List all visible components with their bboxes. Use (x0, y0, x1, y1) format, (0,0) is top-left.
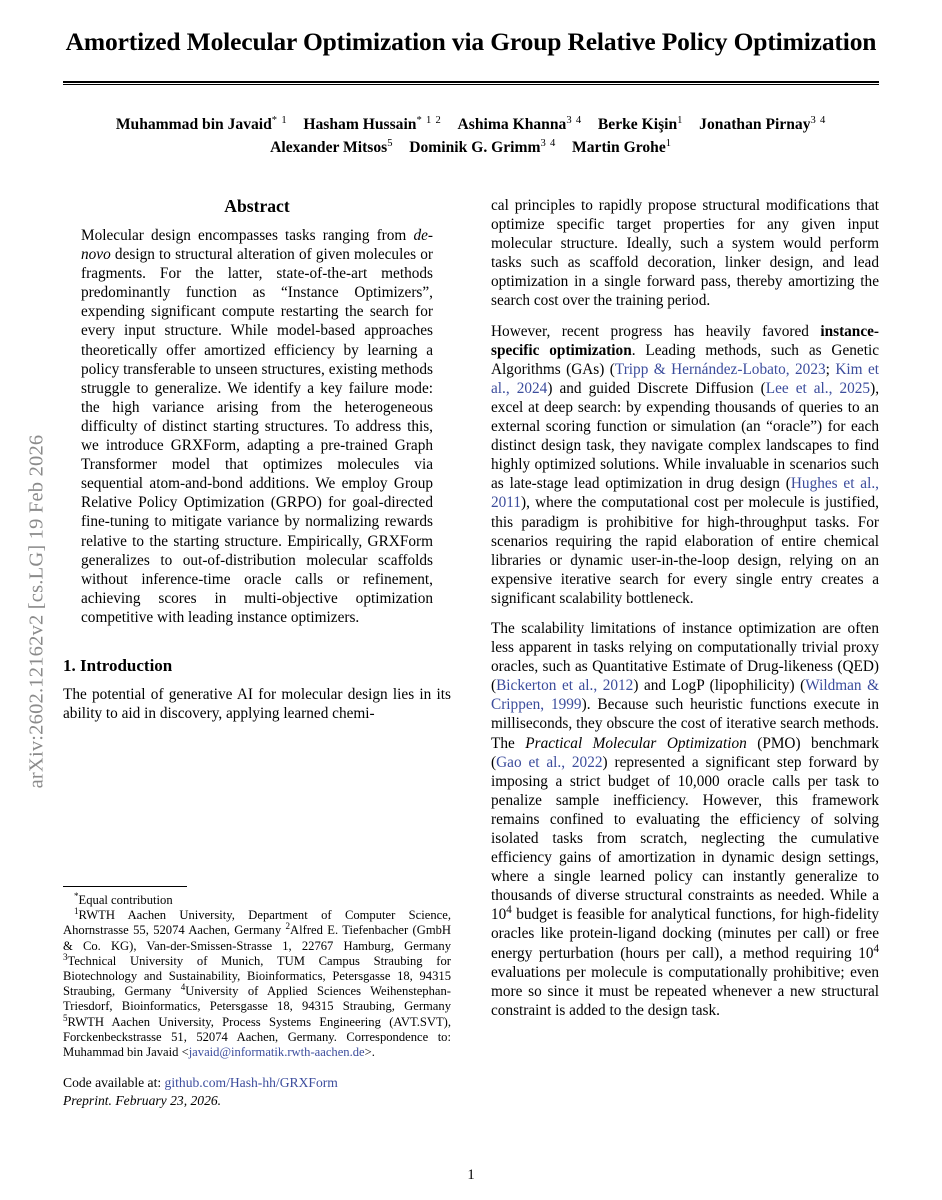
author-block (63, 114, 879, 159)
body-text-part: The scalability limitations of instance optimization are often less apparent in tasks relying on computationally trivial proxy oracles, such as Quantitative Estimate of Drug-likeness (QED) ( (491, 619, 879, 695)
citation-link[interactable]: Lee et al., 2025 (765, 379, 871, 397)
body-text-part: ; (825, 360, 836, 378)
math-exponent: 4 (873, 942, 879, 955)
author-entry (572, 139, 672, 156)
left-column (63, 196, 452, 1109)
math-exponent: 4 (506, 904, 512, 917)
body-text-part: However, recent progress has heavily favored (491, 322, 821, 340)
math-base: 10 (491, 906, 507, 924)
footnote-text: University of Applied Sciences Weihenstephan-Triesdorf, Bioinformatics, Petersgasse 18, 94315 Straubing, Germany (63, 984, 451, 1014)
emphasis-term: Practical Molecular Optimization (525, 734, 747, 752)
body-paragraph-1: cal principles to rapidly propose structural modifications that optimize specific target properties for any given input molecular structure. Ideally, such a system would perform tasks such as scaffold decoration, linker design, and lead optimization in a single forward pass, thereby amortizing the search cost over the training period. (491, 197, 879, 310)
citation-link[interactable]: Wildman & Crippen, 1999 (491, 677, 879, 714)
math-power (491, 906, 512, 923)
body-text-part: (PMO) benchmark ( (491, 734, 879, 771)
math-power (858, 942, 879, 962)
page-number: 1 (467, 1167, 475, 1183)
asterisk-marker: * (74, 890, 79, 901)
abstract-heading: Abstract (224, 196, 290, 216)
author-name: Jonathan Pirnay (699, 116, 811, 134)
author-entry (598, 116, 683, 133)
body-text-part: ) represented a significant step forward by imposing a strict budget of 10,000 oracle calls per task to penalize sample inefficiency. However, this framework remains confined to evaluating the efficiency of solving isolated tasks from scratch, neglecting the cumulative efficiency gains of amortization in dynamic design settings, where a single learned policy can instantly generalize to thousands of diverse structural constraints as needed. While a (491, 753, 880, 905)
correspondence-email-link[interactable]: javaid@informatik.rwth-aachen.de (188, 1045, 365, 1060)
author-name: Dominik G. Grimm (409, 139, 541, 157)
footnote-text: Equal contribution (78, 893, 173, 907)
footnote-text: RWTH Aachen University, Department of Computer Science, Ahornstrasse 55, 52074 Aachen, Germany (63, 908, 451, 938)
author-affiliation-marker: * 1 2 (416, 115, 442, 127)
body-text-part: ) and LogP (lipophilicity) ( (633, 677, 806, 695)
body-text-part: . Leading methods, such as Genetic Algorithms (GAs) ( (491, 341, 879, 378)
body-text-part: evaluations per molecule is computationally prohibitive; even more so since it must be repeated whenever a new structural constraint is added to the design task. (491, 963, 879, 1019)
body-text-part: ), where the computational cost per molecule is justified, this paradigm is prohibitive for high-throughput tasks. For scenarios requiring the rapid elaboration of entire chemical libraries or dynamic user-in-the-loop design, relying on an expensive iterative search for every single entry creates a significant scalability bottleneck. (491, 494, 879, 607)
body-text-part: budget is feasible for analytical functions, for high-fidelity oracles like protein-ligand docking (minutes per call) or free energy perturbation (hours per call), a method requiring (491, 906, 879, 962)
author-entry (409, 139, 556, 156)
author-name: Hasham Hussain (303, 116, 417, 134)
abstract-italic-term: de-novo (81, 227, 433, 264)
author-affiliation-marker: 1 (677, 115, 684, 127)
two-column-body (63, 196, 879, 1186)
author-name: Muhammad bin Javaid (115, 116, 272, 134)
abstract-paragraph (81, 226, 433, 627)
author-affiliation-marker: * 1 (271, 115, 288, 127)
section-heading-introduction: 1. Introduction (63, 655, 173, 675)
author-entry (116, 116, 288, 133)
footnote-block (63, 886, 451, 1109)
page-title: Amortized Molecular Optimization via Group Relative Policy Optimization (65, 27, 877, 56)
footnote-text: Alfred E. Tiefenbacher (GmbH & Co. KG), Van-der-Smissen-Strasse 1, 22767 Hamburg, Germany (63, 923, 452, 953)
title-divider (63, 81, 879, 86)
introduction-paragraph: The potential of generative AI for molecular design lies in its ability to aid in discovery, applying learned chemi- (63, 685, 451, 723)
abstract-section (81, 196, 433, 627)
code-availability (63, 1074, 451, 1091)
paper-header (63, 0, 879, 160)
math-base: 10 (858, 944, 874, 962)
right-column (491, 196, 879, 1031)
author-affiliation-marker: 3 4 (540, 137, 557, 149)
citation-link[interactable]: Kim et al., 2024 (491, 360, 879, 397)
emphasis-term: instance-specific optimization (491, 322, 879, 359)
author-affiliation-marker: 1 (665, 137, 672, 149)
affiliation-marker-4: 4 (180, 982, 186, 993)
affiliation-marker-5: 5 (63, 1012, 68, 1023)
author-name: Berke Kişin (597, 116, 678, 134)
author-line-2 (63, 137, 879, 160)
citation-link[interactable]: Bickerton et al., 2012 (496, 677, 634, 695)
code-label: Code available at: (63, 1075, 165, 1091)
footnote-equal-contribution (63, 890, 451, 908)
affiliation-marker-2: 2 (285, 921, 291, 932)
footnote-text: RWTH Aachen University, Process Systems Engineering (AVT.SVT), Forckenbeckstrasse 51, 52074 Aachen, Germany. (63, 1014, 451, 1044)
arxiv-stamp: arXiv:2602.12162v2 [cs.LG] 19 Feb 2026 (25, 434, 48, 789)
correspondence-text: >. (364, 1045, 375, 1060)
correspondence-text: Correspondence to: Muhammad bin Javaid < (63, 1029, 451, 1060)
footnote-affiliations (63, 908, 451, 1060)
author-name: Martin Grohe (572, 139, 666, 157)
citation-link[interactable]: Tripp & Hernández-Lobato, 2023 (614, 360, 826, 378)
author-entry (303, 116, 441, 133)
abstract-text-part: design to structural alteration of given molecules or fragments. For the latter, state-of-the-art methods predominantly function as “Instance Optimizers”, expending significant compute restarting the search for every input structure. While model-based approaches theoretically offer amortized efficiency by learning a policy transferable to unseen structures, existing methods struggle to generalize. We identify a key failure mode: the high variance arising from the heterogeneous difficulty of distinct starting structures. To address this, we introduce GRXForm, adapting a pre-trained Graph Transformer model that optimizes molecules via sequential atom-and-bond additions. We employ Group Relative Policy Optimization (GRPO) for goal-directed fine-tuning to mitigate variance by normalizing rewards relative to the starting structure. Empirically, GRXForm generalizes to out-of-distribution molecular scaffolds without inference-time oracle calls or refinement, achieving scores in multi-objective optimization competitive with leading instance optimizers. (81, 246, 433, 626)
body-text-part: ) and guided Discrete Diffusion ( (547, 379, 766, 397)
author-entry (699, 116, 826, 133)
author-entry (270, 139, 393, 156)
body-text-part: ). Because such heuristic functions execute in milliseconds, they obscure the cost of iterative search methods. The (491, 696, 879, 752)
author-entry (458, 116, 582, 133)
author-line-1 (63, 114, 879, 137)
author-affiliation-marker: 3 4 (810, 115, 827, 127)
abstract-text-part: Molecular design encompasses tasks ranging from (81, 227, 414, 244)
citation-link[interactable]: Gao et al., 2022 (496, 753, 603, 771)
code-repository-link[interactable]: github.com/Hash-hh/GRXForm (164, 1075, 338, 1091)
footnote-divider (63, 886, 187, 887)
author-name: Ashima Khanna (457, 116, 567, 134)
author-affiliation-marker: 5 (387, 137, 394, 149)
author-affiliation-marker: 3 4 (566, 115, 582, 127)
body-paragraph-2 (491, 322, 879, 608)
citation-link[interactable]: Hughes et al., 2011 (491, 475, 879, 512)
affiliation-marker-1: 1 (74, 906, 79, 917)
author-name: Alexander Mitsos (270, 139, 388, 157)
body-paragraph-3 (491, 619, 879, 1020)
preprint-notice: Preprint. February 23, 2026. (63, 1093, 222, 1109)
body-text-part: ), excel at deep search: by expending thousands of queries to an external scoring function or simulation (an “oracle”) for each distinct design task, they navigate complex landscapes to find highly optimized solutions. While invaluable in scenarios such as late-stage lead optimization in drug design ( (491, 379, 880, 493)
affiliation-marker-3: 3 (63, 951, 68, 962)
footnote-text: Technical University of Munich, TUM Campus Straubing for Biotechnology and Sustainability, Bioinformatics, Petersgasse 18, 94315 Straubing, Germany (63, 953, 451, 999)
